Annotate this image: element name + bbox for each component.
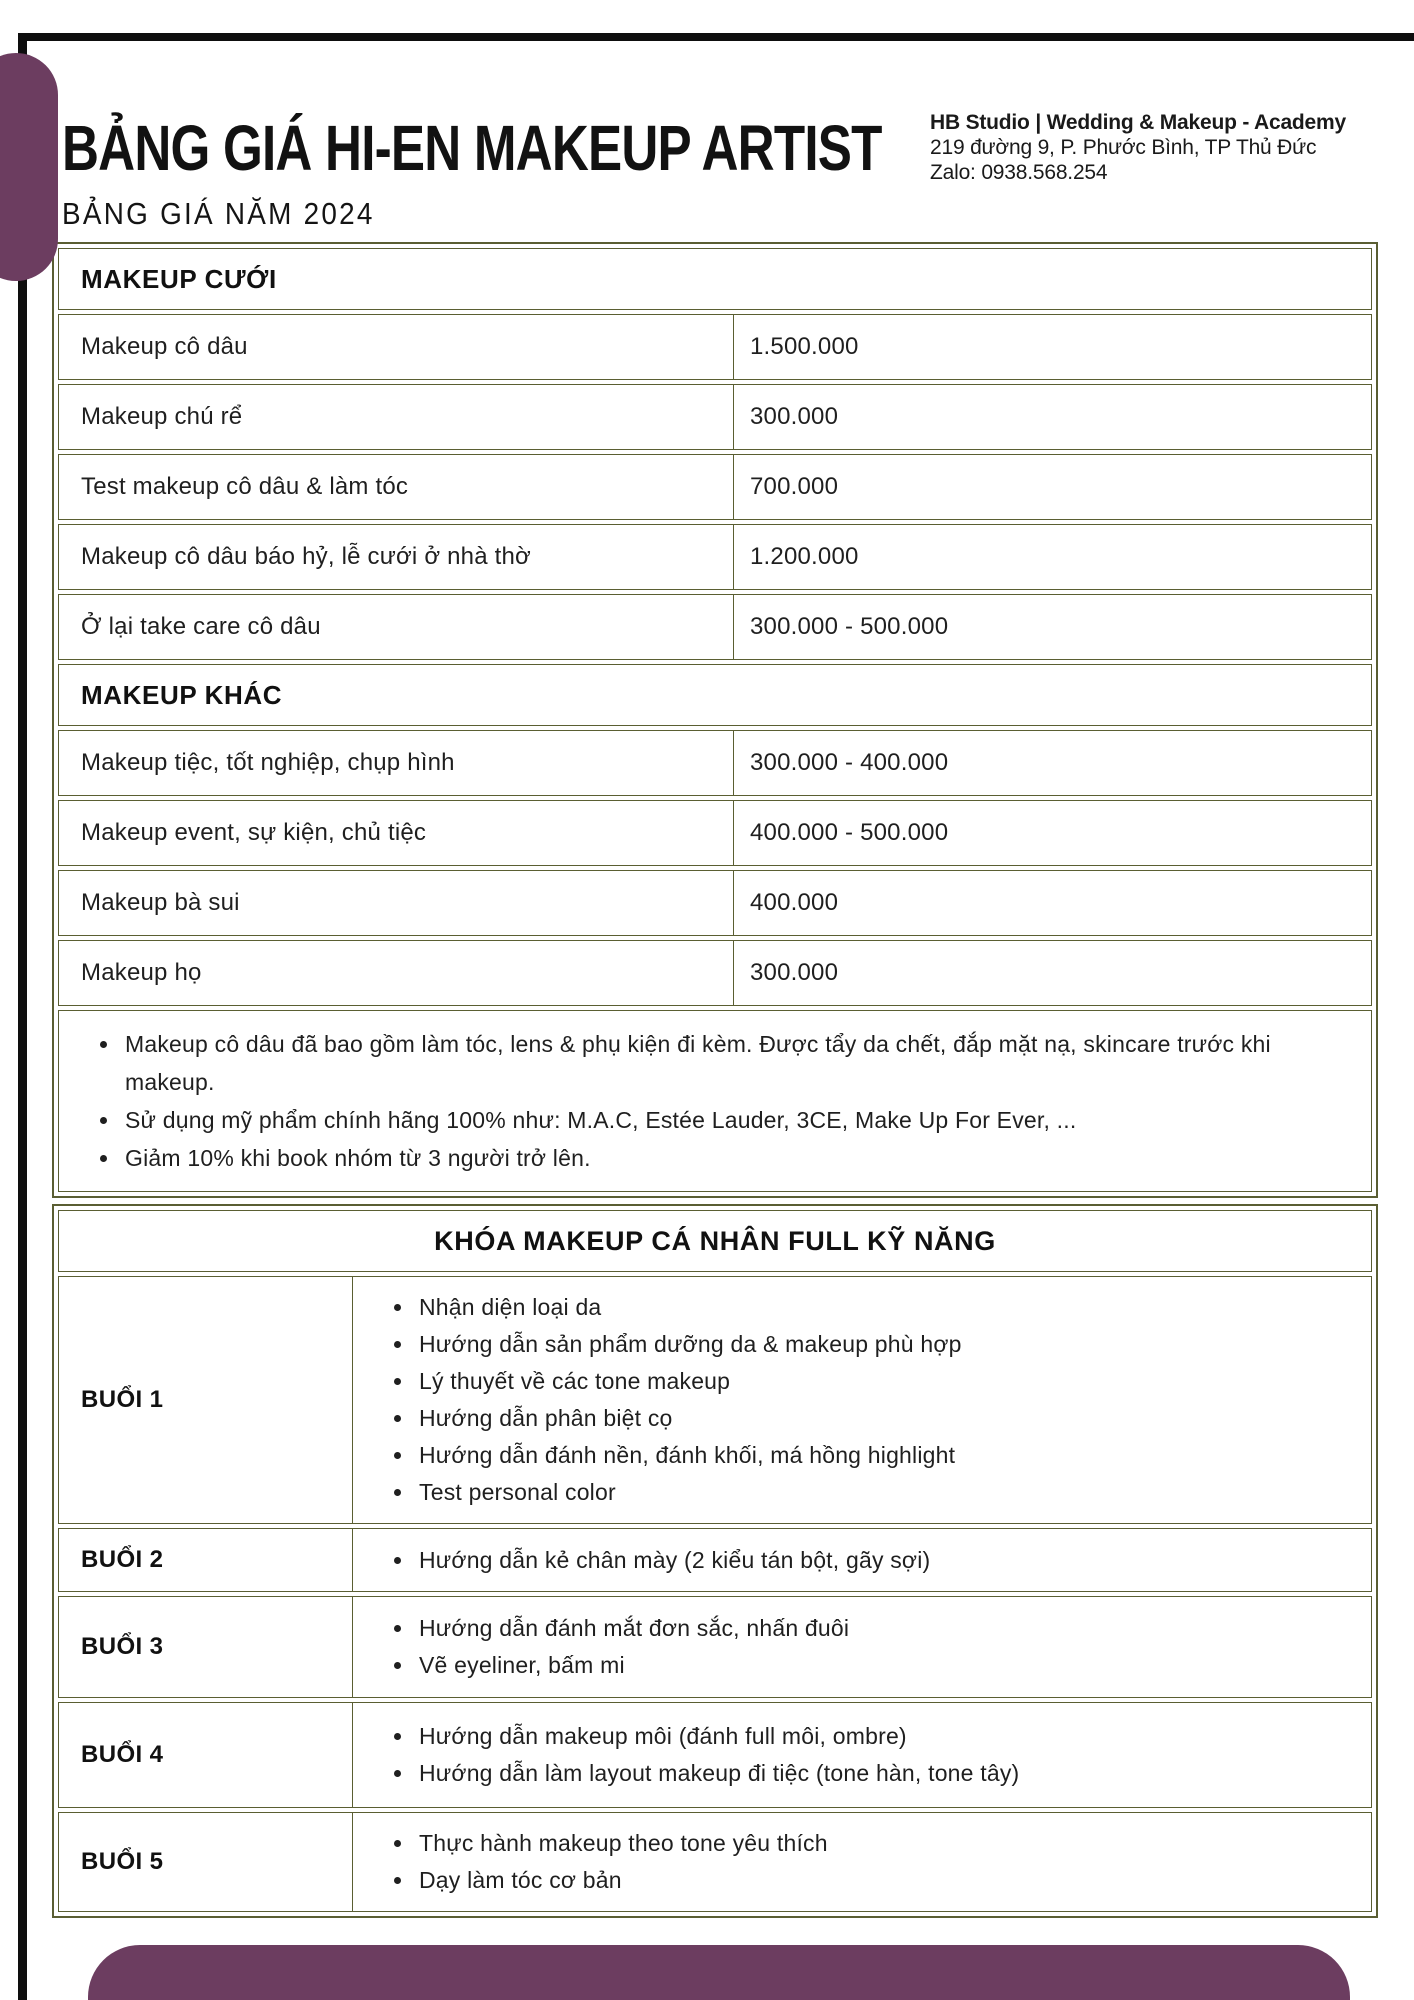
frame-top-line xyxy=(20,33,1414,41)
table-row xyxy=(58,800,1372,866)
session-content xyxy=(353,1277,1371,1523)
session-content xyxy=(353,1597,1371,1697)
plum-corner-shape xyxy=(0,53,58,281)
session-label: BUỔI 4 xyxy=(59,1703,353,1807)
session-items xyxy=(353,1277,982,1523)
course-item: • Dạy làm tóc cơ bản xyxy=(415,1862,828,1899)
note-item: • Sử dụng mỹ phẩm chính hãng 100% như: M.A.C, Estée Lauder, 3CE, Make Up For Ever, ... xyxy=(121,1101,1341,1139)
service-label: Makeup cô dâu xyxy=(59,315,734,379)
session-items xyxy=(353,1598,869,1696)
service-label: Makeup bà sui xyxy=(59,871,734,935)
course-item: • Hướng dẫn kẻ chân mày (2 kiểu tán bột, gãy sợi) xyxy=(415,1542,930,1579)
course-item: • Test personal color xyxy=(415,1474,962,1511)
section-header-label: MAKEUP KHÁC xyxy=(81,679,283,710)
course-session-row xyxy=(58,1812,1372,1912)
notes-list xyxy=(59,1025,1371,1177)
note-item: • Makeup cô dâu đã bao gồm làm tóc, lens & phụ kiện đi kèm. Được tẩy da chết, đắp mặt nạ, skincare trước khi makeup. xyxy=(121,1025,1341,1101)
session-label: BUỔI 2 xyxy=(59,1529,353,1591)
service-label: Makeup tiệc, tốt nghiệp, chụp hình xyxy=(59,731,734,795)
course-session-row xyxy=(58,1276,1372,1524)
service-label: Test makeup cô dâu & làm tóc xyxy=(59,455,734,519)
course-item: • Thực hành makeup theo tone yêu thích xyxy=(415,1825,828,1862)
price-section-header-wedding xyxy=(58,248,1372,310)
course-item: • Vẽ eyeliner, bấm mi xyxy=(415,1647,849,1684)
course-session-row xyxy=(58,1528,1372,1592)
course-item: • Hướng dẫn phân biệt cọ xyxy=(415,1400,962,1437)
session-label: BUỔI 3 xyxy=(59,1597,353,1697)
service-price: 300.000 xyxy=(750,959,839,986)
service-price: 400.000 xyxy=(750,889,839,916)
session-items xyxy=(353,1530,950,1591)
course-item: • Lý thuyết về các tone makeup xyxy=(415,1363,962,1400)
service-label: Ở lại take care cô dâu xyxy=(59,595,734,659)
table-row xyxy=(58,384,1372,450)
service-label: Makeup họ xyxy=(59,941,734,1005)
session-content xyxy=(353,1703,1371,1807)
course-item: • Hướng dẫn đánh mắt đơn sắc, nhấn đuôi xyxy=(415,1610,849,1647)
studio-zalo: Zalo: 0938.568.254 xyxy=(930,161,1108,184)
table-row xyxy=(58,594,1372,660)
course-title: KHÓA MAKEUP CÁ NHÂN FULL KỸ NĂNG xyxy=(434,1225,996,1256)
service-price: 700.000 xyxy=(750,473,839,500)
course-table-header xyxy=(58,1210,1372,1272)
plum-footer-bar xyxy=(88,1945,1350,2000)
table-row xyxy=(58,870,1372,936)
session-label: BUỔI 5 xyxy=(59,1813,353,1911)
contact-block xyxy=(930,110,1346,185)
session-label: BUỔI 1 xyxy=(59,1277,353,1523)
course-item: • Nhận diện loại da xyxy=(415,1289,962,1326)
course-session-row xyxy=(58,1702,1372,1808)
session-items xyxy=(353,1706,1039,1804)
service-price: 1.200.000 xyxy=(750,543,859,570)
session-items xyxy=(353,1813,848,1911)
course-item: • Hướng dẫn sản phẩm dưỡng da & makeup phù hợp xyxy=(415,1326,962,1363)
course-item: • Hướng dẫn đánh nền, đánh khối, má hồng highlight xyxy=(415,1437,962,1474)
page-title: BẢNG GIÁ HI-EN MAKEUP ARTIST xyxy=(62,112,882,184)
service-price: 400.000 - 500.000 xyxy=(750,819,949,846)
table-row xyxy=(58,524,1372,590)
content-area xyxy=(52,242,1378,1918)
table-row xyxy=(58,730,1372,796)
course-session-row xyxy=(58,1596,1372,1698)
price-notes-row xyxy=(58,1010,1372,1192)
service-price: 300.000 xyxy=(750,403,839,430)
service-label: Makeup cô dâu báo hỷ, lễ cưới ở nhà thờ xyxy=(59,525,734,589)
session-content xyxy=(353,1813,1371,1911)
studio-name: HB Studio | Wedding & Makeup - Academy xyxy=(930,111,1346,134)
price-section-header-other xyxy=(58,664,1372,726)
service-price: 300.000 - 500.000 xyxy=(750,613,949,640)
page-subtitle: BẢNG GIÁ NĂM 2024 xyxy=(62,196,375,231)
frame-left-line xyxy=(18,33,27,2000)
service-price: 300.000 - 400.000 xyxy=(750,749,949,776)
service-label: Makeup chú rể xyxy=(59,385,734,449)
session-content xyxy=(353,1529,1371,1591)
course-item: • Hướng dẫn làm layout makeup đi tiệc (tone hàn, tone tây) xyxy=(415,1755,1019,1792)
service-label: Makeup event, sự kiện, chủ tiệc xyxy=(59,801,734,865)
course-table xyxy=(52,1204,1378,1918)
section-header-label: MAKEUP CƯỚI xyxy=(81,263,277,294)
service-price: 1.500.000 xyxy=(750,333,859,360)
note-item: • Giảm 10% khi book nhóm từ 3 người trở lên. xyxy=(121,1139,1341,1177)
studio-address: 219 đường 9, P. Phước Bình, TP Thủ Đức xyxy=(930,136,1317,159)
price-table xyxy=(52,242,1378,1198)
table-row xyxy=(58,454,1372,520)
course-item: • Hướng dẫn makeup môi (đánh full môi, ombre) xyxy=(415,1718,1019,1755)
table-row xyxy=(58,314,1372,380)
table-row xyxy=(58,940,1372,1006)
